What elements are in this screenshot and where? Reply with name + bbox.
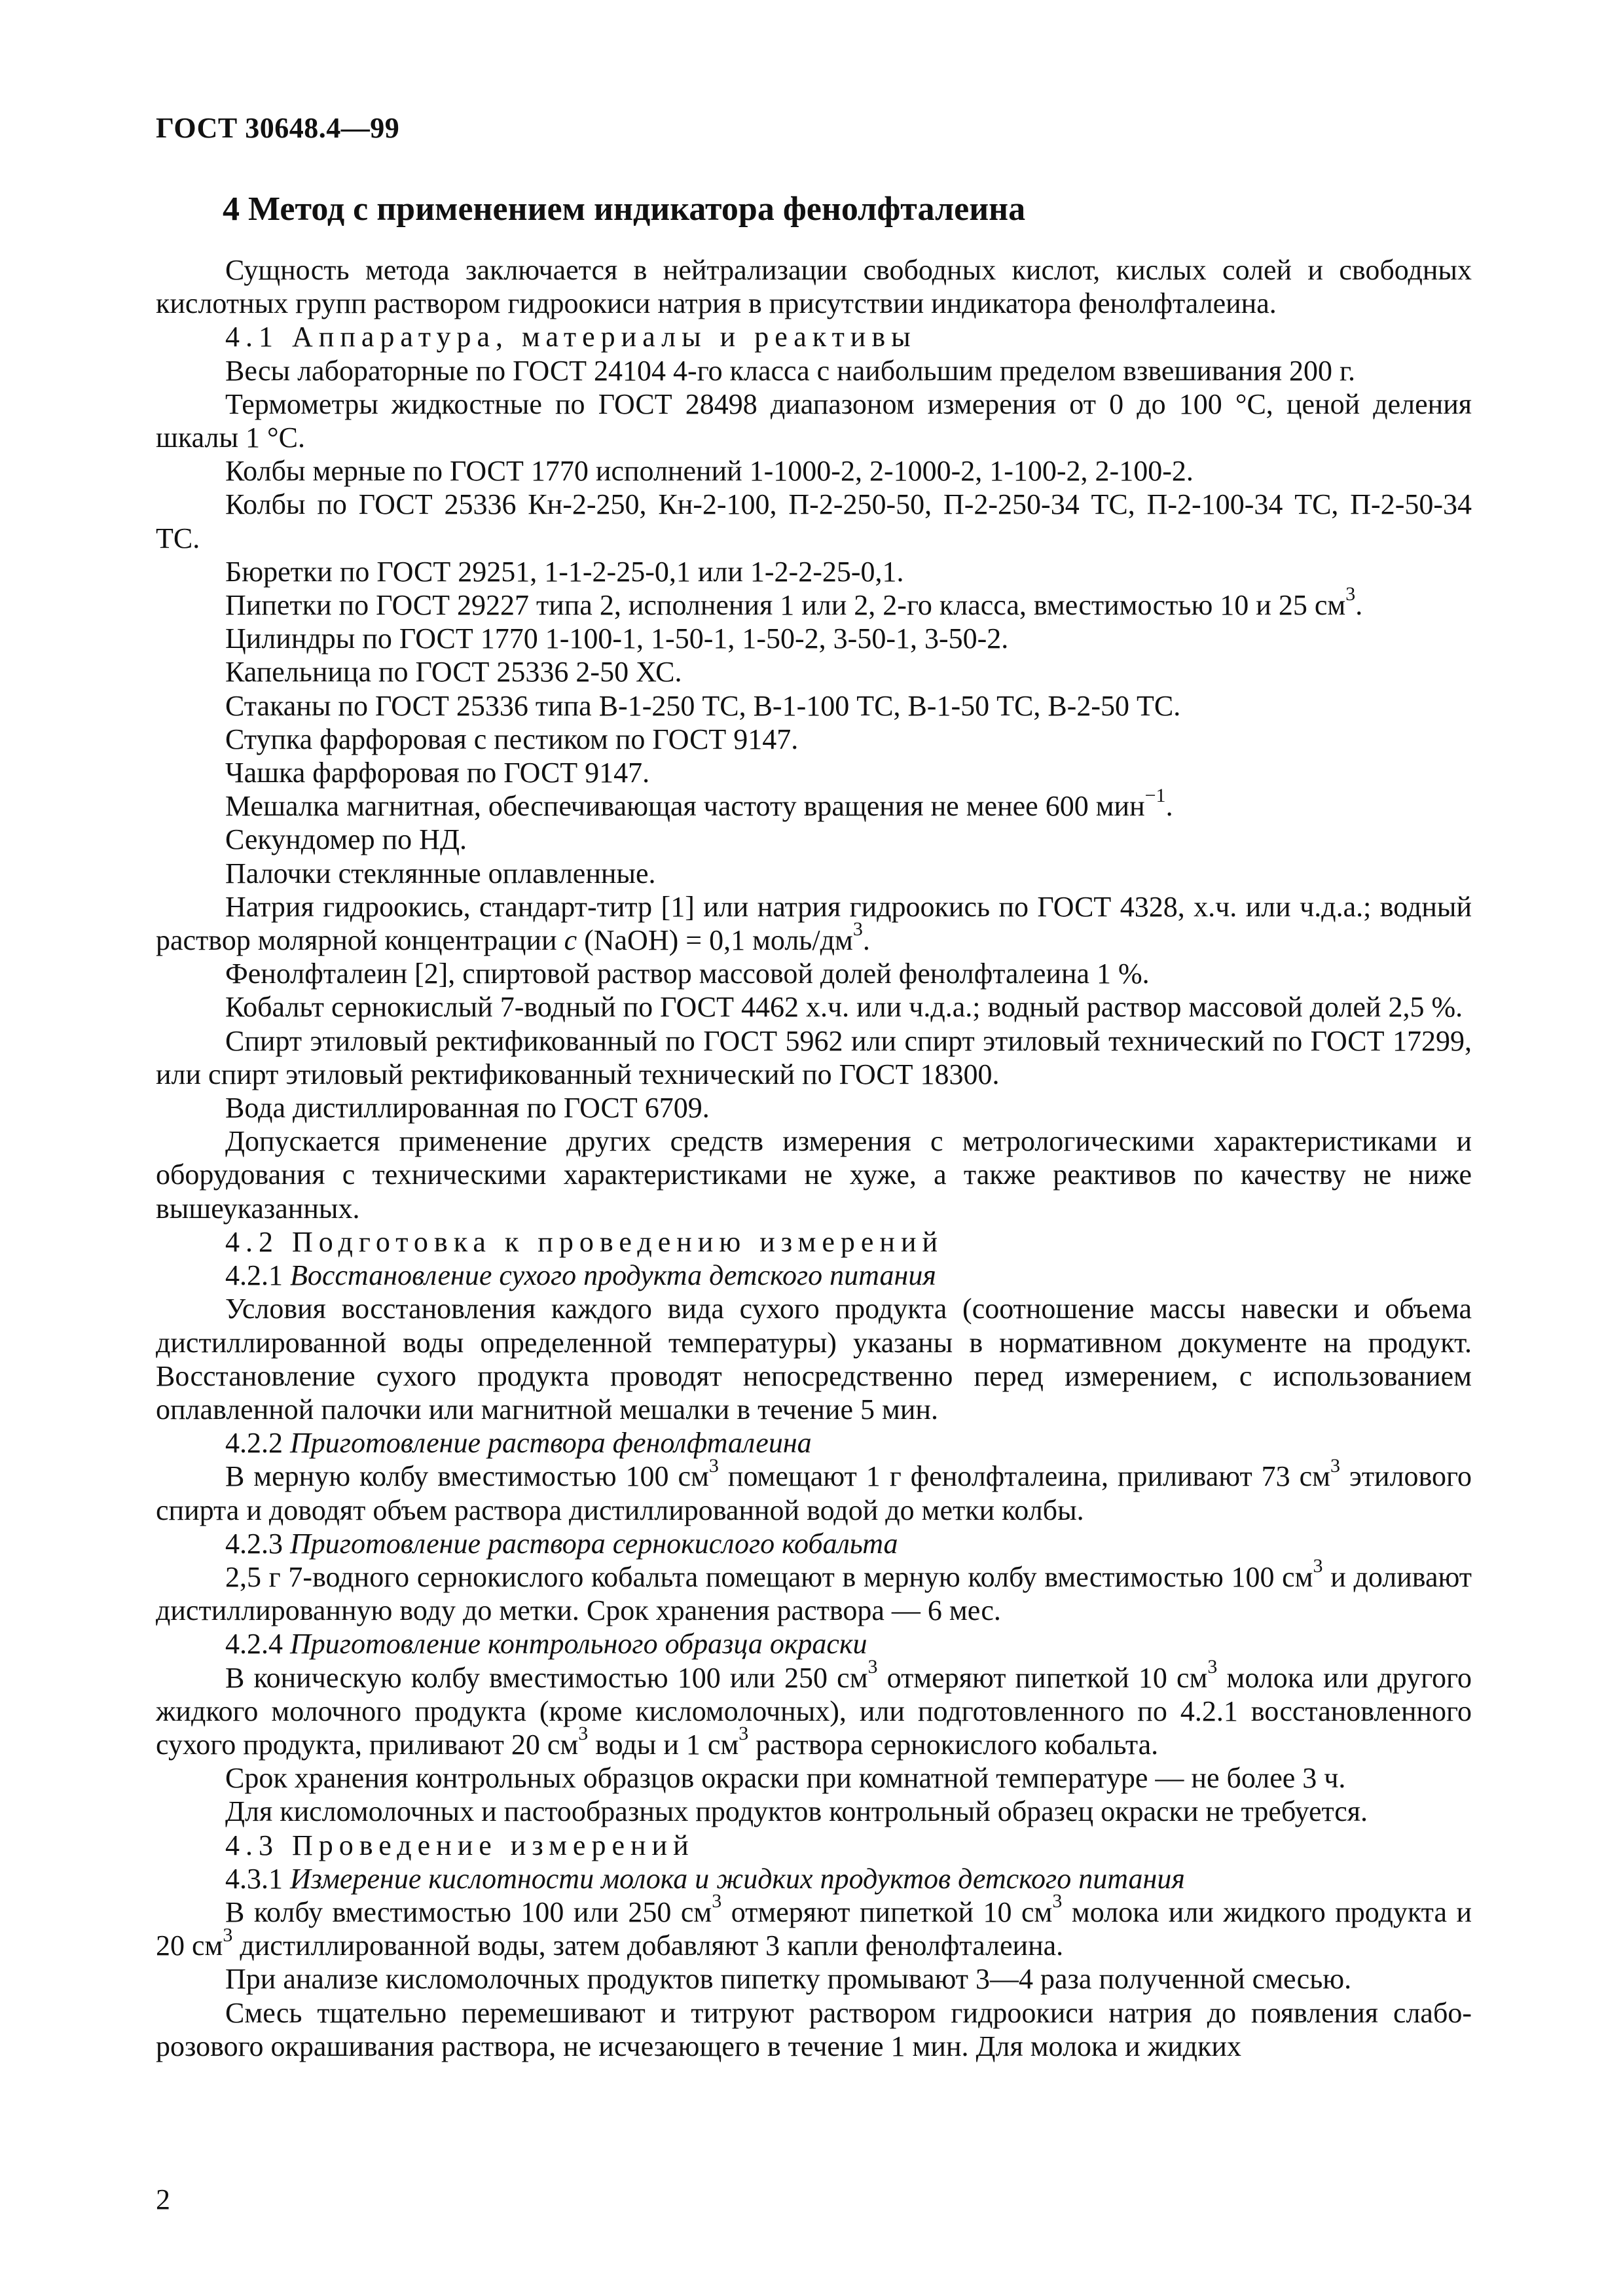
paragraph-dropper: Капельница по ГОСТ 25336 2-50 ХС.	[225, 656, 682, 689]
paragraph-titrate: Смесь тщательно перемешивают и титруют раствором гидроокиси натрия до появления слабо-розового окрашивания раствора, не исчезающего в течение 1 мин. Для молока и жидких	[156, 1996, 1472, 2062]
paragraph-thermometers: Термометры жидкостные по ГОСТ 28498 диапазоном измерения от 0 до 100 °С, ценой деления шкалы 1 °С.	[156, 387, 1472, 454]
paragraph-storage: Срок хранения контрольных образцов окраски при комнатной температуре — не более 3 ч.	[225, 1762, 1346, 1795]
clause-heading-4-2-2: 4.2.2 Приготовление раствора фенолфталеина	[225, 1427, 812, 1460]
document-body	[156, 253, 1472, 2063]
clause-heading-4-2-1: 4.2.1 Восстановление сухого продукта детского питания	[225, 1259, 936, 1292]
clause-heading-4-3-1: 4.3.1 Измерение кислотности молока и жидких продуктов детского питания	[225, 1862, 1185, 1895]
paragraph-cobalt: Кобальт сернокислый 7-водный по ГОСТ 4462 х.ч. или ч.д.а.; водный раствор массовой долей 2,5 %.	[225, 991, 1463, 1024]
paragraph-cylinders: Цилиндры по ГОСТ 1770 1-100-1, 1-50-1, 1-50-2, 3-50-1, 3-50-2.	[225, 622, 1009, 655]
paragraph-stirrer: Мешалка магнитная, обеспечивающая частоту вращения не менее 600 мин$^{-1}$.	[225, 784, 1173, 823]
paragraph-rinse: При анализе кисломолочных продуктов пипетку промывают 3—4 раза полученной смесью.	[225, 1963, 1352, 1996]
section-title: 4 Метод с применением индикатора фенолфталеина	[223, 190, 1026, 228]
clause-heading-4-2-4: 4.2.4 Приготовление контрольного образца окраски	[225, 1628, 867, 1660]
paragraph-burettes: Бюретки по ГОСТ 29251, 1-1-2-25-0,1 или 1-2-2-25-0,1.	[225, 555, 904, 588]
subsection-heading-4-3: 4.3 Проведение измерений	[225, 1829, 695, 1861]
subsection-heading-4-1: 4.1 Аппаратура, материалы и реактивы	[225, 321, 917, 353]
paragraph-flasks: Колбы по ГОСТ 25336 Кн-2-250, Кн-2-100, П-2-250-50, П-2-250-34 ТС, П-2-100-34 ТС, П-2-50-34 ТС.	[156, 488, 1472, 554]
paragraph-allowed: Допускается применение других средств измерения с метрологическими характеристиками и оборудования с техническими характеристиками не хуже, а также реактивов по качеству не ниже вышеуказанных.	[156, 1125, 1472, 1225]
paragraph-4-2-2: В мерную колбу вместимостью 100 $см^3$ помещают 1 г фенолфталеина, приливают 73 $см^3$ этилового спирта и доводят объем раствора дистиллированной водой до метки колбы.	[156, 1454, 1472, 1526]
paragraph-scales: Весы лабораторные по ГОСТ 24104 4-го класса с наибольшим пределом взвешивания 200 г.	[225, 354, 1356, 387]
paragraph-stopwatch: Секундомер по НД.	[225, 823, 467, 856]
paragraph-beakers: Стаканы по ГОСТ 25336 типа В-1-250 ТС, В-1-100 ТС, В-1-50 ТС, В-2-50 ТС.	[225, 689, 1181, 722]
paragraph-4-3-1: В колбу вместимостью 100 или 250 $см^3$ отмеряют пипеткой 10 $см^3$ молока или жидкого продукта и 20 $см^3$ дистиллированной воды, затем добавляют 3 капли фенолфталеина.	[156, 1890, 1472, 1962]
paragraph-measuring-flasks: Колбы мерные по ГОСТ 1770 исполнений 1-1000-2, 2-1000-2, 1-100-2, 2-100-2.	[225, 455, 1194, 488]
paragraph-rods: Палочки стеклянные оплавленные.	[225, 857, 656, 889]
clause-heading-4-2-3: 4.2.3 Приготовление раствора сернокислого кобальта	[225, 1527, 898, 1560]
paragraph-cup: Чашка фарфоровая по ГОСТ 9147.	[225, 757, 650, 789]
subsection-heading-4-2: 4.2 Подготовка к проведению измерений	[225, 1225, 944, 1258]
paragraph-4-2-1: Условия восстановления каждого вида сухого продукта (соотношение массы навески и объема дистиллированной воды определенной температуры) указаны в нормативном документе на продукт. Восстановление сухого продукта проводят непосредственно перед измерением, с использованием оплавленной палочки или магнитной мешалки в течение 5 мин.	[156, 1293, 1472, 1426]
paragraph-ethanol: Спирт этиловый ректификованный по ГОСТ 5962 или спирт этиловый технический по ГОСТ 17299, или спирт этиловый ректификованный технический по ГОСТ 18300.	[156, 1024, 1472, 1090]
paragraph-4-2-3: 2,5 г 7-водного сернокислого кобальта помещают в мерную колбу вместимостью 100 $см^3$ и доливают дистиллированную воду до метки. Срок хранения раствора — 6 мес.	[156, 1555, 1472, 1627]
paragraph-phenolphthalein: Фенолфталеин [2], спиртовой раствор массовой долей фенолфталеина 1 %.	[225, 958, 1150, 990]
document-code: ГОСТ 30648.4—99	[156, 112, 400, 144]
paragraph-naoh: Натрия гидроокись, стандарт-титр [1] или натрия гидроокись по ГОСТ 4328, х.ч. или ч.д.а.; водный раствор молярной концентрации c (NaOH) = 0,1 моль/$дм^3$.	[156, 890, 1472, 957]
paragraph-4-2-4: В коническую колбу вместимостью 100 или 250 $см^3$ отмеряют пипеткой 10 $см^3$ молока или другого жидкого молочного продукта (кроме кисломолочных), или подготовленного по 4.2.1 восстановленного сухого продукта, приливают 20 $см^3$ воды и 1 $см^3$ раствора сернокислого кобальта.	[156, 1655, 1472, 1761]
paragraph-sour-products: Для кисломолочных и пастообразных продуктов контрольный образец окраски не требуется.	[225, 1795, 1368, 1828]
paragraph-pipettes: Пипетки по ГОСТ 29227 типа 2, исполнения 1 или 2, 2-го класса, вместимостью 10 и 25 $см^3$.	[225, 583, 1363, 622]
paragraph-mortar: Ступка фарфоровая с пестиком по ГОСТ 9147.	[225, 723, 799, 755]
page-number: 2	[156, 2183, 170, 2215]
paragraph-water: Вода дистиллированная по ГОСТ 6709.	[225, 1092, 710, 1124]
paragraph-intro: Сущность метода заключается в нейтрализации свободных кислот, кислых солей и свободных кислотных групп раствором гидроокиси натрия в присутствии индикатора фенолфталеина.	[156, 254, 1472, 320]
